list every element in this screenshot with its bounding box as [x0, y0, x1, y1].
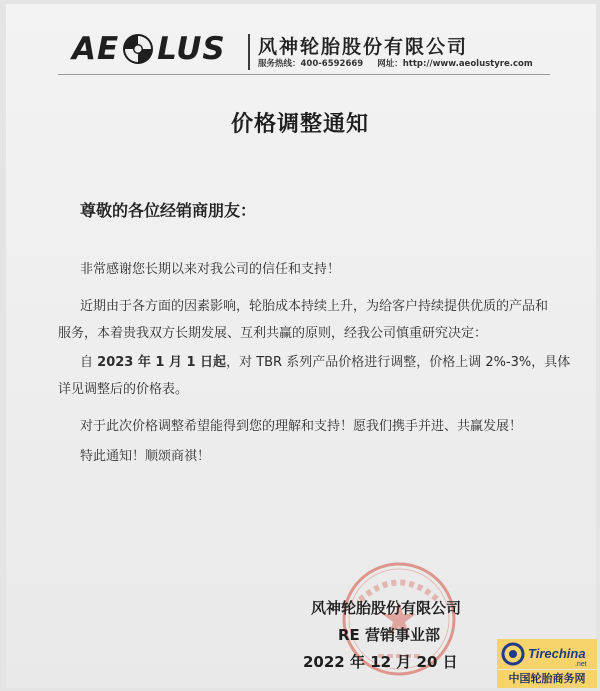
paragraph-reason-line1: 近期由于各方面的因素影响，轮胎成本持续上升，为给客户持续提供优质的产品和: [80, 299, 549, 314]
aeolus-swirl-icon: [121, 32, 155, 66]
tirechina-watermark-logo: [497, 639, 597, 669]
header-rule: [58, 74, 550, 75]
adjustment-prefix: 自: [80, 355, 94, 370]
aeolus-logo: AE LUS: [72, 31, 226, 67]
header-divider: [248, 34, 250, 70]
watermark-site-name: 中国轮胎商务网: [497, 670, 597, 688]
company-name-header: 风神轮胎股份有限公司: [258, 36, 469, 58]
effective-date: 2023 年 1 月 1 日起: [97, 355, 227, 370]
website-url: http://www.aeolustyre.com: [402, 59, 533, 69]
signature-date: 2022 年 12 月 20 日: [303, 653, 458, 671]
paragraph-appreciation: 对于此次价格调整希望能得到您的理解和支持！愿我们携手并进、共赢发展！: [80, 419, 523, 434]
signature-department: RE 营销事业部: [338, 626, 441, 644]
paragraph-adjustment-line2: 详见调整后的价格表。: [58, 382, 189, 397]
signature-company: 风神轮胎股份有限公司: [311, 599, 462, 617]
greeting: 尊敬的各位经销商朋友：: [80, 201, 257, 220]
adjustment-detail: ，对 TBR 系列产品价格进行调整，价格上调 2%-3%，具体: [226, 355, 571, 370]
hotline-number: 400-6592669: [300, 59, 364, 69]
website-label: 网址：: [377, 59, 403, 69]
notice-title: 价格调整通知: [230, 112, 369, 137]
contact-line: [258, 57, 533, 69]
paragraph-thanks: 非常感谢您长期以来对我公司的信任和支持！: [80, 262, 341, 277]
tirechina-logo-suffix: .net: [575, 661, 587, 668]
paragraph-closing: 特此通知！顺颂商祺！: [80, 449, 211, 464]
paragraph-adjustment-line1: [80, 351, 570, 370]
paragraph-reason-line2: 服务，本着贵我双方长期发展、互利共赢的原则，经我公司慎重研究决定：: [58, 326, 488, 341]
hotline-label: 服务热线：: [258, 59, 301, 69]
tirechina-logo-text: Tirechina: [528, 646, 586, 661]
